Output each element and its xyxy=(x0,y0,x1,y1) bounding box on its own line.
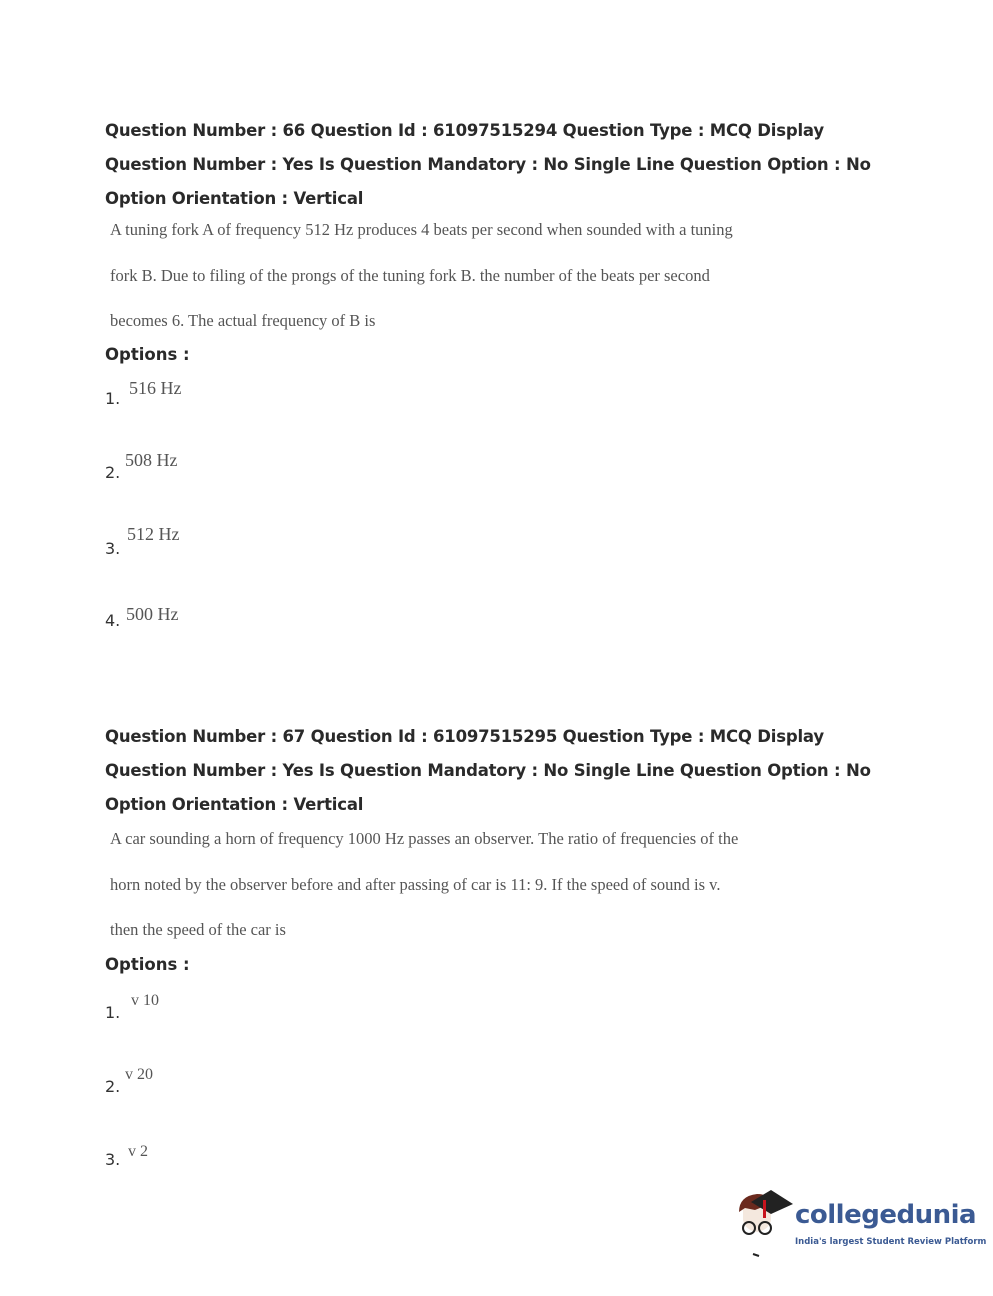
option-value: 508 Hz xyxy=(125,450,178,470)
question-66-meta: Question Number : 66 Question Id : 61097515294 Question Type : MCQ Display Question Number : Yes Is Question Mandatory : No Single Line Question Option : No Option Orientation : Vertical xyxy=(105,121,871,208)
option-value: 516 Hz xyxy=(129,378,182,398)
option-value: v 2 xyxy=(128,1143,148,1160)
option-number: 2. xyxy=(105,1077,121,1096)
question-67-text: A car sounding a horn of frequency 1000 Hz passes an observer. The ratio of frequencies of the horn noted by the observer before and after passing of car is 11: 9. If the speed of sound is v. then the speed of the car is xyxy=(110,829,739,939)
question-67-options-label: Options : xyxy=(105,955,190,974)
option-value: 500 Hz xyxy=(126,604,179,624)
option-number: 1. xyxy=(105,389,121,408)
option-number: 2. xyxy=(105,463,121,482)
logo-tagline: India's largest Student Review Platform xyxy=(795,1237,987,1247)
collegedunia-logo xyxy=(735,1190,987,1260)
question-66-options-label: Options : xyxy=(105,345,190,364)
question-66-text: A tuning fork A of frequency 512 Hz produces 4 beats per second when sounded with a tuning fork B. Due to filing of the prongs of the tuning fork B. the number of the beats per second becomes 6. The actual frequency of B is xyxy=(110,220,733,330)
option-number: 3. xyxy=(105,1150,121,1169)
option-value: 512 Hz xyxy=(127,524,180,544)
option-number: 3. xyxy=(105,539,121,558)
option-value: v 20 xyxy=(125,1066,153,1083)
option-number: 1. xyxy=(105,1003,121,1022)
question-67-meta: Question Number : 67 Question Id : 61097515295 Question Type : MCQ Display Question Number : Yes Is Question Mandatory : No Single Line Question Option : No Option Orientation : Vertical xyxy=(105,727,871,814)
option-number: 4. xyxy=(105,611,121,630)
option-value: v 10 xyxy=(131,992,159,1009)
mascot-icon xyxy=(735,1190,795,1260)
logo-brand: collegedunia xyxy=(795,1200,977,1230)
